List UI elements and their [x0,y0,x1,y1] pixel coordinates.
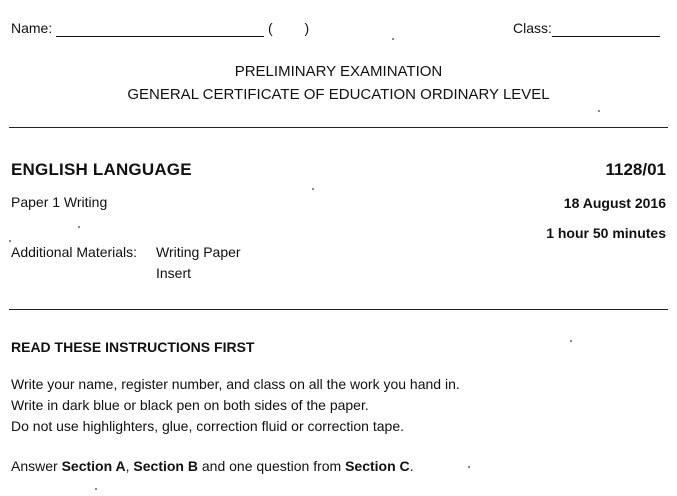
subject-title: ENGLISH LANGUAGE [11,160,192,179]
class-label: Class: [513,20,552,36]
material-item: Insert [156,265,192,281]
divider-middle [9,309,668,310]
name-field[interactable] [11,20,309,37]
section-c-label: Section C [345,458,410,474]
scan-speck [95,488,97,490]
paper-code: 1128/01 [605,160,666,179]
exam-title-line-2: GENERAL CERTIFICATE OF EDUCATION ORDINARY LEVEL [127,86,550,103]
register-paren-open: ( [268,20,273,36]
scan-speck [312,188,314,190]
instructions-heading: READ THESE INSTRUCTIONS FIRST [11,339,255,355]
name-label: Name: [11,20,53,36]
scan-speck [9,240,11,242]
answer-mid: and one question from [197,458,346,474]
register-paren-close: ) [304,20,310,36]
register-number-space[interactable] [277,20,301,36]
answer-suffix: . [409,458,414,474]
scan-speck [78,226,80,228]
scan-speck [392,38,394,40]
answer-instruction [11,458,414,474]
exam-date: 18 August 2016 [563,195,666,211]
divider-top [9,127,668,128]
material-item: Writing Paper [156,244,241,260]
exam-duration: 1 hour 50 minutes [546,225,666,241]
name-blank-line[interactable] [56,20,264,37]
additional-materials-label: Additional Materials: [11,244,138,260]
scan-speck [598,110,600,112]
exam-title-line-1: PRELIMINARY EXAMINATION [234,63,443,80]
answer-sep: , [125,458,134,474]
instruction-line: Write in dark blue or black pen on both sides of the paper. [11,397,369,413]
paper-name: Paper 1 Writing [11,194,108,210]
section-a-label: Section A [61,458,126,474]
scan-speck [570,340,572,342]
section-b-label: Section B [133,458,198,474]
class-field[interactable] [513,20,660,37]
instruction-line: Do not use highlighters, glue, correction fluid or correction tape. [11,418,404,434]
answer-prefix: Answer [11,458,62,474]
instruction-line: Write your name, register number, and class on all the work you hand in. [11,376,460,392]
class-blank-line[interactable] [552,20,660,37]
scan-speck [468,466,470,468]
